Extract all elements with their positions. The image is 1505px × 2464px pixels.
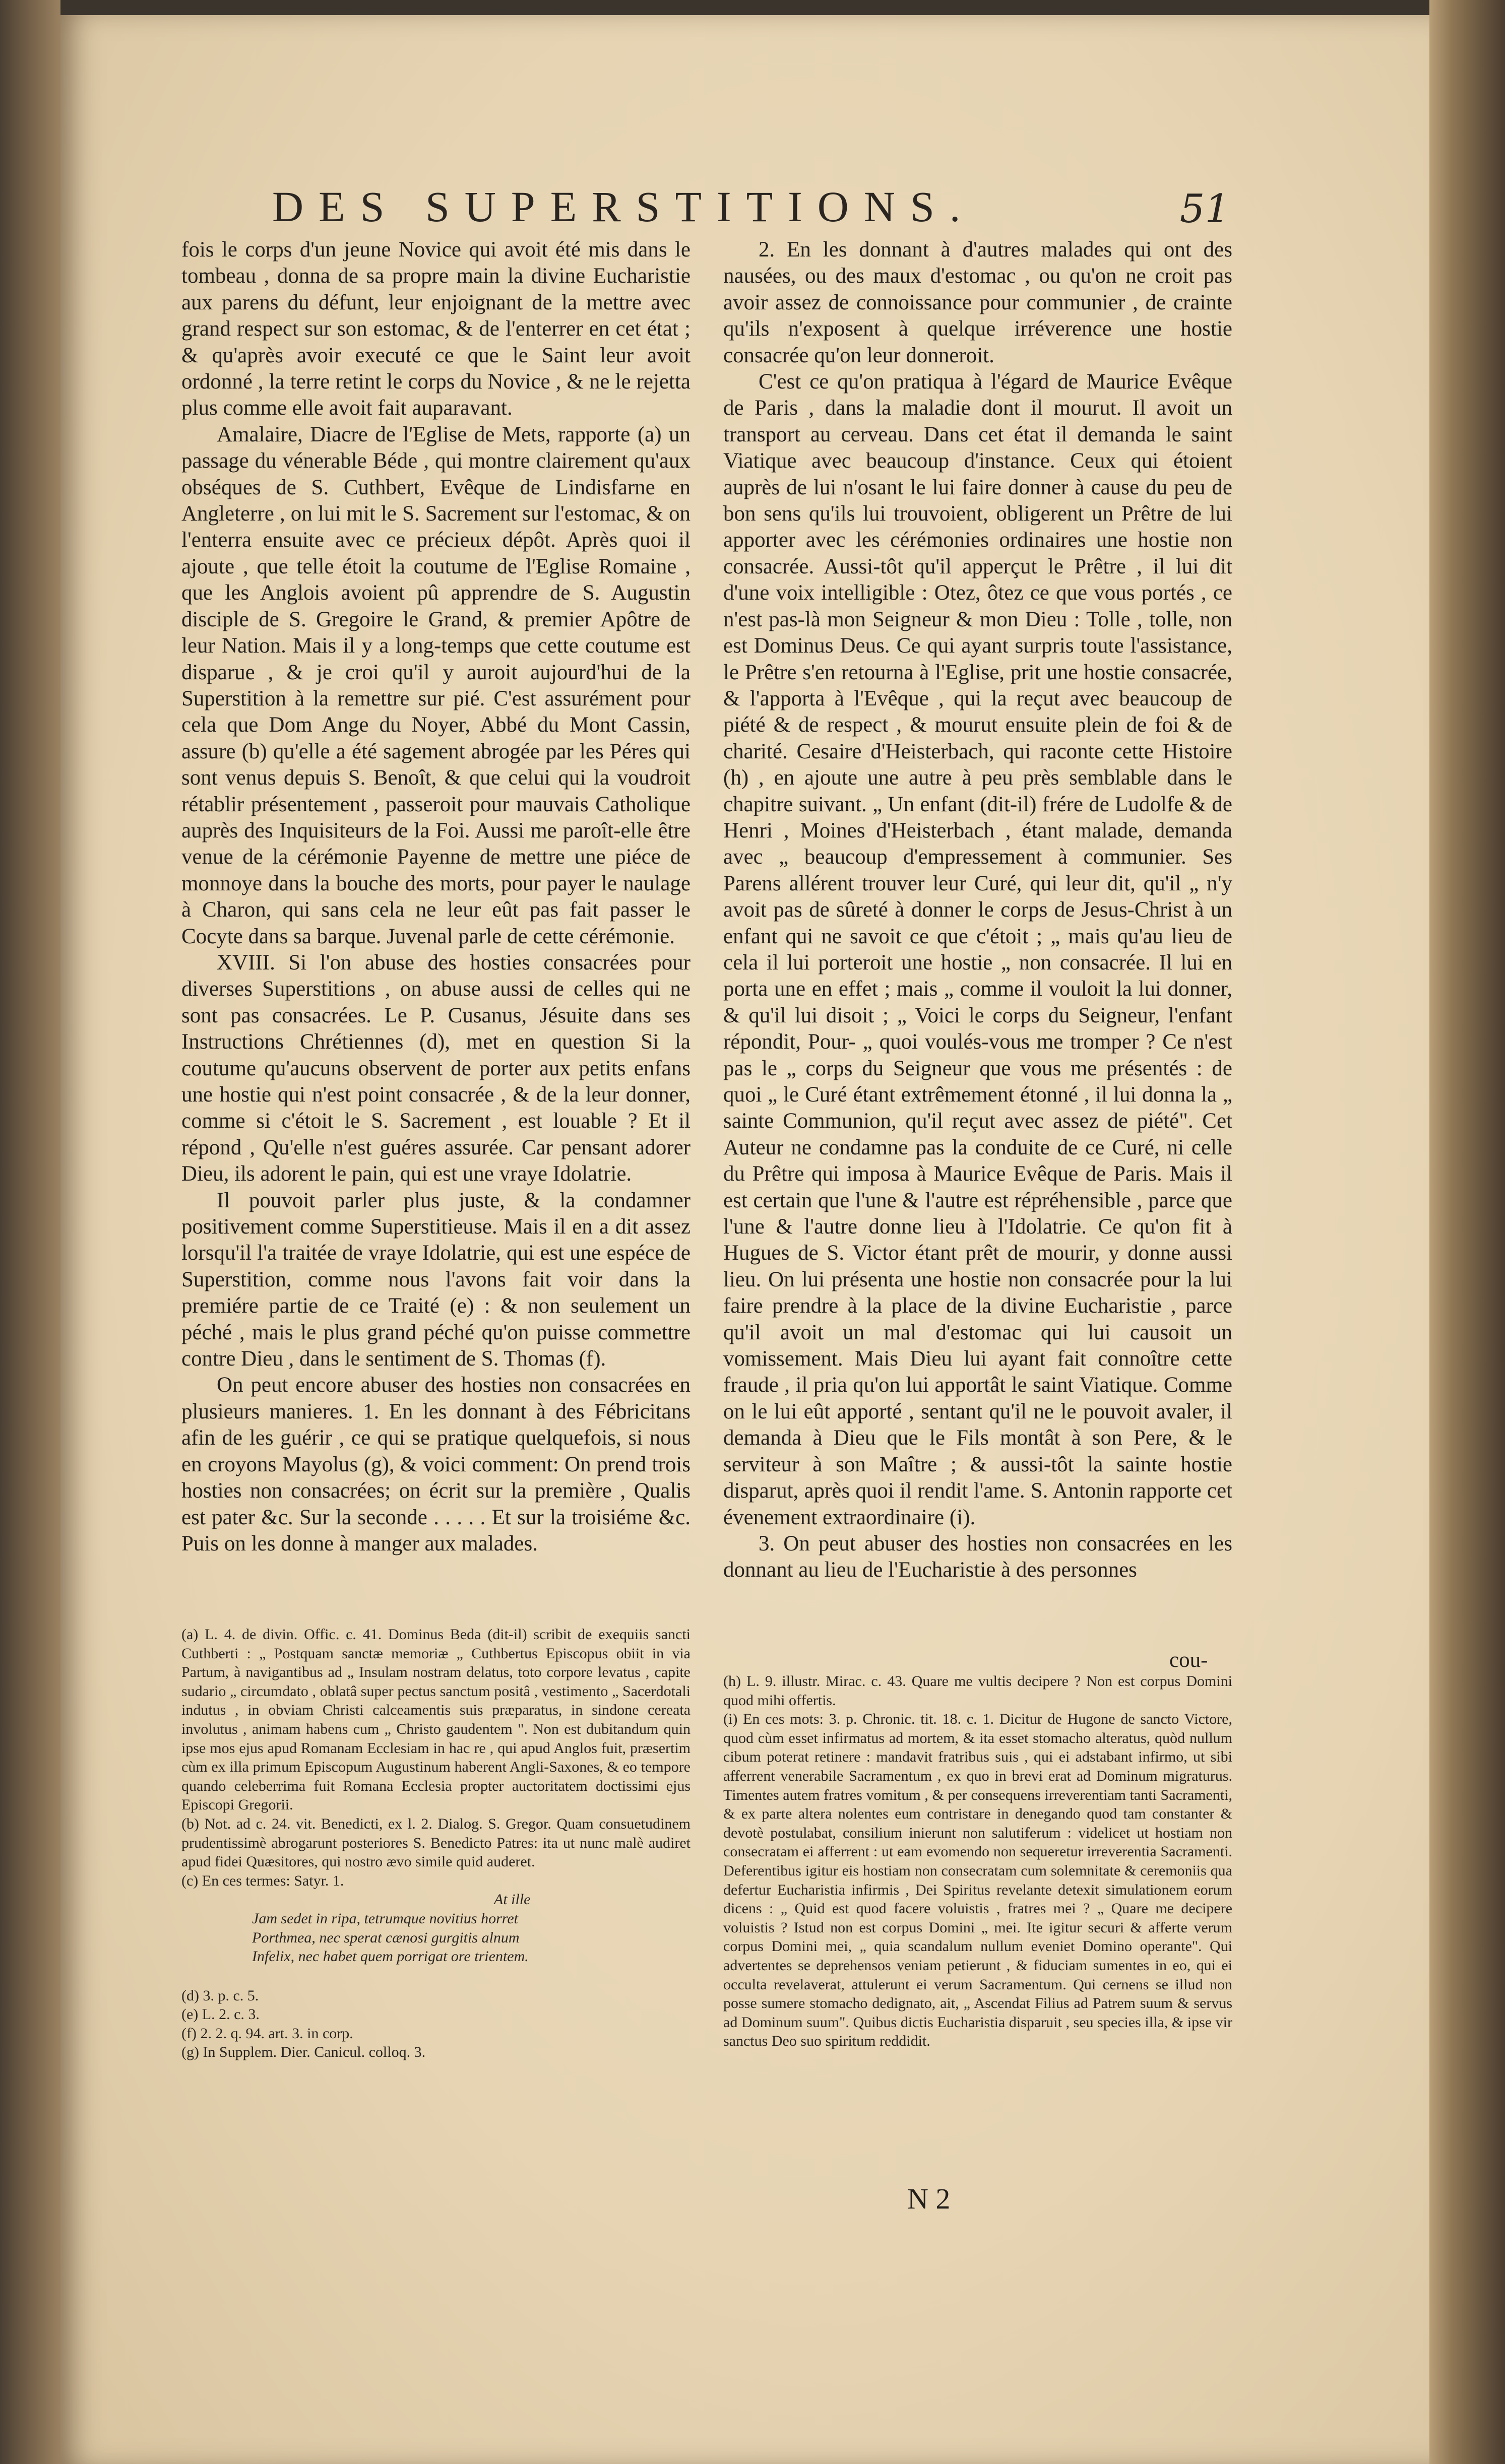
paragraph: Il pouvoit parler plus juste, & la condamner positivement comme Superstitieuse. Mais il en a dit assez lorsqu'il l'a traitée de vraye Idolatrie, qui est une espéce de Superstition, comme nous l'avons fait voir dans la premiére partie de ce Traité (e) : & non seulement un péché , mais le plus grand péché qu'on puisse commettre contre Dieu , dans le sentiment de S. Thomas (f). (181, 1188, 691, 1371)
footnote: (e) L. 2. c. 3. (181, 2006, 260, 2023)
paragraph: C'est ce qu'on pratiqua à l'égard de Maurice Evêque de Paris , dans la maladie dont il mourut. Il avoit un transport au cerveau. Dans cet état il demanda le saint Viatique avec beaucoup d'instance. Ceux qui étoient auprès de lui n'osant le lui faire donner à cause du peu de bon sens qu'ils lui trouvoient, obligerent un Prêtre de lui apporter avec les cérémonies ordinaires une hostie non consacrée. Aussi-tôt qu'il apperçut le Prêtre , il lui dit d'une voix intelligible : Otez, ôtez ce que vous portés , ce n'est pas-là mon Seigneur & mon Dieu : Tolle , tolle, non est Dominus Deus. Ce qui ayant surpris toute l'assistance, le Prêtre s'en retourna à l'Eglise, prit une hostie consacrée, & l'apporta à l'Evêque , qui la reçut avec beaucoup de piété & de respect , & mourut ensuite plein de foi & de charité. Cesaire d'Heisterbach, qui raconte cette Histoire (h) , en ajoute une autre à peu près semblable dans le chapitre suivant. „ Un enfant (dit-il) frére de Ludolfe & de Henri , Moines d'Heisterbach , étant malade, demanda avec „ beaucoup d'empressement à communier. Ses Parens allérent trouver leur Curé, qui leur dit, qu'il „ n'y avoit pas de sûreté à donner le corps de Jesus-Christ à un enfant qui ne savoit ce que c'étoit ; „ mais qu'au lieu de cela il lui porteroit une hostie „ non consacrée. Il lui en porta une en effet ; mais „ comme il vouloit la lui donner, & qu'il lui disoit ; „ Voici le corps du Seigneur, l'enfant répondit, Pour- „ quoi voulés-vous me tromper ? Ce n'est pas le „ corps du Seigneur que vous me présentés : de quoi „ le Curé étant extrêmement étonné , il lui donna la „ sainte Communion, qu'il reçut avec assez de piété". Cet Auteur ne condamne pas la conduite de ce Curé, ni celle du Prêtre qui imposa à Maurice Evêque de Paris. Mais il est certain que l'une & l'autre est répréhensible , parce que l'une & l'autre donne lieu à l'Idolatrie. Ce qu'on fit à Hugues de S. Victor étant prêt de mourir, y donne aussi lieu. On lui présenta une hostie non consacrée pour la lui faire prendre à la place de la divine Eucharistie , parce qu'il avoit un mal d'estomac qui lui causoit un vomissement. Mais Dieu lui ayant fait connoître cette fraude , il pria qu'on lui apportât le saint Viatique. Comme on le lui eût apporté , sentant qu'il ne le pouvoit avaler, il demanda à Dieu que le Fils montât à son Pere, & le serviteur à son Maître ; & aussi-tôt la sainte hostie disparut, après quoi il rendit l'ame. S. Antonin rapporte cet évenement extraordinaire (i). (723, 370, 1232, 1529)
footnote: (h) L. 9. illustr. Mirac. c. 43. Quare me vultis decipere ? Non est corpus Domini quod mihi offertis. (723, 1673, 1232, 1709)
paragraph: Amalaire, Diacre de l'Eglise de Mets, rapporte (a) un passage du vénerable Béde , qui montre clairement qu'aux obséques de S. Cuthbert, Evêque de Lindisfarne en Angleterre , on lui mit le S. Sacrement sur l'estomac, & on l'enterra ensuite avec ce précieux dépôt. Après quoi il ajoute , que telle étoit la coutume de l'Eglise Romaine , que les Anglois avoient pû apprendre de S. Augustin disciple de S. Gregoire le Grand, & premier Apôtre de leur Nation. Mais il y a long-temps que cette coutume est disparue , & je croi qu'il y auroit aujourd'hui de la Superstition à la remettre sur pié. C'est assurément pour cela que Dom Ange du Noyer, Abbé du Mont Cassin, assure (b) qu'elle a été sagement abrogée par les Péres qui sont venus depuis S. Benoît, & que celui qui la voudroit rétablir présentement , passeroit pour mauvais Catholique auprès des Inquisiteurs de la Foi. Aussi me paroît-elle être venue de la cérémonie Payenne de mettre une piéce de monnoye dans la bouche des morts, pour payer le naulage à Charon, qui sans cela ne leur eût pas fait passer le Cocyte dans sa barque. Juvenal parle de cette cérémonie. (181, 422, 691, 948)
footnote: (b) Not. ad c. 24. vit. Benedicti, ex l. 2. Dialog. S. Gregor. Quam consuetudinem prudentissimè abrogarunt posteriores S. Benedicto Patres: ita ut nunc malè audiret apud fidei Quæsitores, qui nostro ævo simile quid auderet. (181, 1815, 691, 1870)
signature-mark: N 2 (907, 2182, 951, 2215)
footnote: (a) L. 4. de divin. Offic. c. 41. Dominus Beda (dit-il) scribit de exequiis sancti Cuthberti : „ Postquam sanctæ memoriæ „ Cuthbertus Episcopus obiit in via Partum, à navigantibus ad „ Insulam nostram delatus, toto corpore levatus , capite sudario „ circumdato , oblatâ super pectus sanctum positâ , vestimento „ Sacerdotali indutus , in obviam Christi calceamentis suis præparatus, in sindone cereata involutus , animam habens cum „ Christo gaudentem ". Non est dubitandum quin ipse mos ejus apud Romanam Ecclesiam in hac re , qui apud Anglos fuit, præsertim cùm ex illa primum Episcopum Augustinum haberent Angli-Saxones, & eo tempore quando celeberrima fuit Romana Ecclesia propter auctoritatem doctissimi ejus Episcopi Gregorii. (181, 1626, 691, 1813)
page-stack-edge (1429, 0, 1505, 2464)
page-header (212, 181, 1230, 237)
right-column (723, 237, 1232, 1584)
verse-line: At ille (494, 1891, 531, 1908)
paragraph: 3. On peut abuser des hosties non consacrées en les donnant au lieu de l'Eucharistie à des personnes (723, 1531, 1232, 1582)
facing-page-edge (0, 0, 60, 2464)
verse-line: Porthmea, nec sperat cænosi gurgitis alnum (252, 1929, 520, 1946)
footnote: (i) En ces mots: 3. p. Chronic. tit. 18. c. 1. Dicitur de Hugone de sancto Victore, quod cùm esset infirmatus ad mortem, & ita esset stomacho alteratus, quòd nullum cibum poterat retinere : mandavit fratribus suis , qui ei adstabant infirmo, ut sibi afferrent venerabile Sacramentum , ex quo in brevi erat ad Dominum migraturus. Timentes autem fratres vomitum , & per consequens irreverentiam tanti Sacramenti, & ex parte altera nolentes eum contristare in denegando quod tam constanter & devotè postulabat, consilium inierunt non salutiferum : videlicet ut hostiam non consecratam ei afferrent : ut eam evomendo non sequeretur irreverentia Sacramenti. Deferentibus igitur eis hostiam non consecratam cum solemnitate & ceremoniis qua defertur Eucharistia infirmis , Dei Spiritus revelante detexit simulationem eorum dicens : „ Quid est quod facere voluistis , fratres mei ? „ Quare me decipere voluistis ? Istud non est corpus Domini „ mei. Ite igitur securi & afferte verum corpus Domini mei, „ quia scandalum nullum eveniet Domino operante". Qui advertentes se deprehensos veniam petierunt , & fiduciam sumentes in eo, qui ei occulta revelaverat, attulerunt ei verum Sacramentum. Qui cernens se illud non posse sumere stomacho dedignato, ait, „ Ascendat Filius ad Patrem suum & servus ad Dominum suum". Quibus dictis Eucharistia disparuit , seu species illa, & ipse vir sanctus Deo suo spiritum reddidit. (723, 1711, 1232, 2050)
left-footnotes (181, 1625, 691, 2062)
paragraph: XVIII. Si l'on abuse des hosties consacrées pour diverses Superstitions , on abuse aussi de celles qui ne sont pas consacrées. Le P. Cusanus, Jésuite dans ses Instructions Chrétiennes (d), met en question Si la coutume qu'aucuns observent de porter aux petits enfans une hostie qui n'est point consacrée , & de la leur donner, comme si c'étoit le S. Sacrement , est louable ? Et il répond , Qu'elle n'est guéres assurée. Car pensant adorer Dieu, ils adorent le pain, qui est une vraye Idolatrie. (181, 950, 691, 1186)
left-column (181, 237, 691, 1557)
footnote: (c) En ces termes: Satyr. 1. (181, 1872, 344, 1889)
paragraph: On peut encore abuser des hosties non consacrées en plusieurs manieres. 1. En les donnant à des Fébricitans afin de les guérir , ce qui se pratique quelquefois, si nous en croyons Mayolus (g), & voici comment: On prend trois hosties non consacrées; on écrit sur la première , Qualis est pater &c. Sur la seconde . . . . . Et sur la troisiéme &c. Puis on les donne à manger aux malades. (181, 1373, 691, 1555)
page-number: 51 (1179, 186, 1230, 232)
catchword: cou- (1169, 1648, 1208, 1672)
verse-line: Jam sedet in ripa, tetrumque novitius horret (252, 1910, 518, 1927)
paragraph: 2. En les donnant à d'autres malades qui ont des nausées, ou des maux d'estomac , ou qu'on ne croit pas avoir assez de connoissance pour communier , de crainte qu'ils n'exposent à quelque irréverence une hostie consacrée qu'on leur donneroit. (723, 238, 1232, 367)
running-title: DES SUPERSTITIONS. (272, 182, 976, 231)
footnote: (f) 2. 2. q. 94. art. 3. in corp. (181, 2025, 353, 2042)
verse-line: Infelix, nec habet quem porrigat ore trientem. (252, 1948, 529, 1965)
paragraph: fois le corps d'un jeune Novice qui avoit été mis dans le tombeau , donna de sa propre main la divine Eucharistie aux parens du défunt, leur enjoignant de la mettre avec grand respect sur son estomac, & de l'enterrer en cet état ; & qu'après avoir executé ce que le Saint leur avoit ordonné , la terre retint le corps du Novice , & ne le rejetta plus comme elle avoit fait auparavant. (181, 238, 691, 420)
footnote: (g) In Supplem. Dier. Canicul. colloq. 3. (181, 2044, 426, 2061)
footnote: (d) 3. p. c. 5. (181, 1987, 259, 2004)
right-footnotes (723, 1672, 1232, 2051)
